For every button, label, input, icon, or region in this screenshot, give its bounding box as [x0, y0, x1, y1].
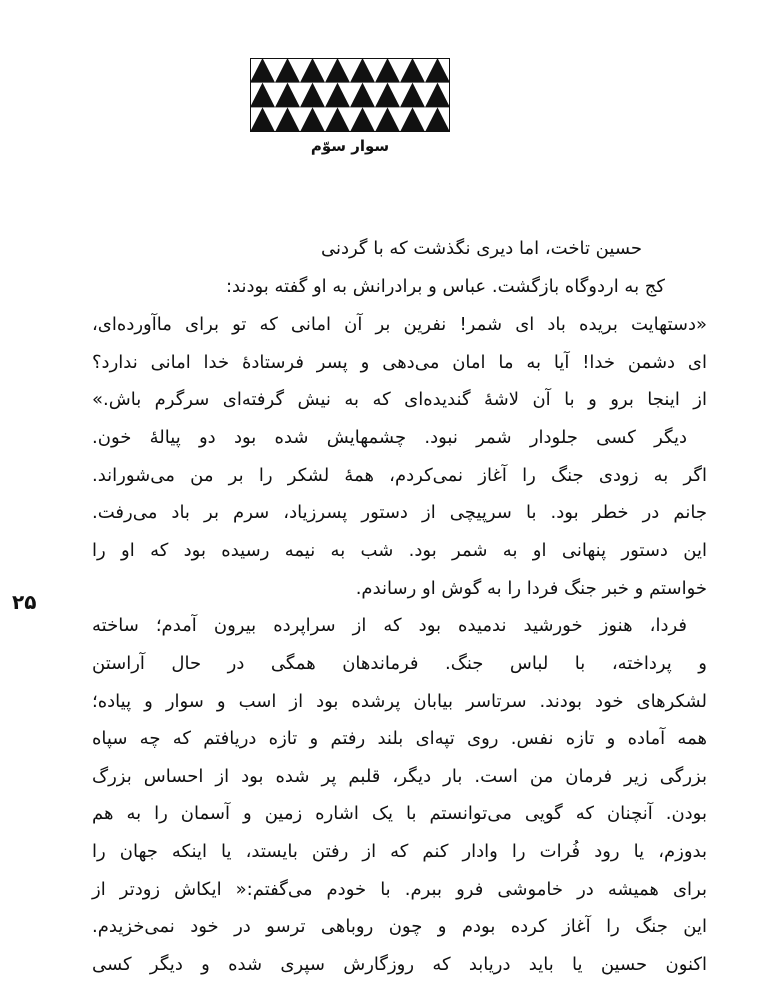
body-line-19: این جنگ را آغاز کرده بودم و چون روباهی ترسو در خود نمی‌خزیدم.: [92, 916, 707, 937]
body-line-8: جانم در خطر بود. با سرپیچی از دستور پسرزیاد، سرم بر باد می‌رفت.: [92, 502, 707, 523]
body-line-3: «دستهایت بریده باد ای شمر! نفرین بر آن امانی که تو برای ماآورده‌ای،: [92, 314, 707, 335]
body-line-1: حسین تاخت، اما دیری نگذشت که با گردنی: [320, 238, 642, 259]
body-line-15: بزرگی زیر فرمان من است. بار دیگر، قلبم پر شده بود از احساس بزرگ: [92, 766, 707, 787]
page-number: ۲۵: [12, 590, 37, 614]
body-line-12: و پرداخته، با لباس جنگ. فرماندهان همگی در حال آراستن: [92, 653, 707, 674]
body-line-6: دیگر کسی جلودار شمر نبود. چشمهایش شده بود دو پیالهٔ خون.: [92, 427, 687, 448]
triangle-ornament: [250, 58, 450, 132]
body-line-4: ای دشمن خدا! آیا به ما امان می‌دهی و پسر فرستادهٔ خدا امانی ندارد؟: [92, 352, 707, 373]
body-line-10: خواستم و خبر جنگ فردا را به گوش او رساندم.: [355, 578, 707, 599]
body-line-9: این دستور پنهانی او به شمر بود. شب به نیمه رسیده بود که او را: [92, 540, 707, 561]
body-line-17: بدوزم، یا رود فُرات را وادار کنم که از رفتن بایستد، یا اینکه جهان را: [92, 841, 707, 862]
body-line-7: اگر به زودی جنگ را آغاز نمی‌کردم، همهٔ لشکر را بر من می‌شوراند.: [92, 465, 707, 486]
body-line-2: کج به اردوگاه بازگشت. عباس و برادرانش به او گفته بودند:: [225, 276, 665, 297]
body-line-11: فردا، هنوز خورشید ندمیده بود که از سراپرده بیرون آمدم؛ ساخته: [92, 615, 687, 636]
body-line-14: همه آماده و تازه نفس. روی تپه‌ای بلند رفتم و تازه دریافتم که چه سپاه: [92, 728, 707, 749]
body-line-18: برای همیشه در خاموشی فرو ببرم. با خودم می‌گفتم:« ایکاش زودتر از: [92, 879, 707, 900]
body-line-16: بودن. آنچنان که گویی می‌توانستم با یک اشاره زمین و آسمان را به هم: [92, 803, 707, 824]
body-line-5: از اینجا برو و با آن لاشهٔ گندیده‌ای که به نیش گرفته‌ای سرگرم باش.»: [92, 389, 707, 410]
body-line-13: لشکرهای خود بودند. سرتاسر بیابان پرشده بود از اسب و سوار و پیاده؛: [92, 691, 707, 712]
body-line-20: اکنون حسین یا باید دریابد که روزگارش سپری شده و دیگر کسی: [92, 954, 707, 975]
chapter-title: سوار سوّم: [310, 137, 390, 155]
